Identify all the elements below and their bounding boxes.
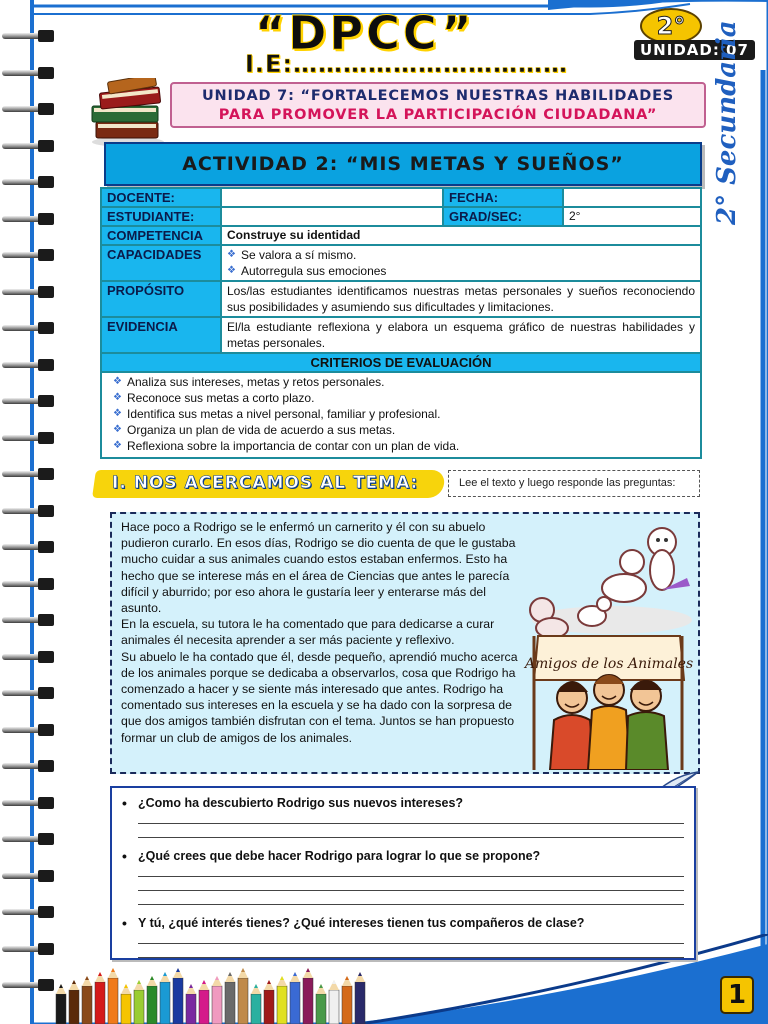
spiral-ring	[2, 176, 58, 188]
docente-label: DOCENTE:	[101, 188, 221, 207]
list-item: ❖ Reflexiona sobre la importancia de contar con un plan de vida.	[107, 438, 695, 454]
pencil	[238, 968, 248, 1024]
proposito-value: Los/las estudiantes identificamos nuestras metas personales y sueños reconociendo sus posibilidades y asumiendo sus dificultades y limitaciones.	[221, 281, 701, 317]
question-block	[122, 849, 684, 905]
spiral-ring	[2, 67, 58, 79]
table-row	[101, 188, 701, 207]
unit-title-line2: PARA PROMOVER LA PARTICIPACIÓN CIUDADANA”	[218, 107, 658, 123]
pencil	[316, 984, 326, 1024]
story-paragraph: Su abuelo le ha contado que él, desde pequeño, aprendió mucho acerca de los animales porque se dedicaba a observarlos, cosa que Rodrigo ha comenzado a hacer y se siente más interesado que antes. Rodrigo ha comentado sus intereses en la escuela y se ha dado con la sorpresa de que dos amigos también disfrutan con el tema. Juntos se han propuesto formar un club de amigos de los animales.	[121, 649, 518, 745]
table-row	[101, 353, 701, 372]
info-table	[100, 187, 702, 459]
table-row	[101, 226, 701, 245]
capacidades-value	[221, 245, 701, 281]
table-row	[101, 372, 701, 458]
answer-line[interactable]	[138, 824, 684, 838]
list-item: ❖ Se valora a sí mismo.	[227, 247, 695, 263]
spiral-ring	[2, 30, 58, 42]
table-row	[101, 207, 701, 226]
list-item: ❖ Identifica sus metas a nivel personal, familiar y profesional.	[107, 406, 695, 422]
story-paragraph: Hace poco a Rodrigo se le enfermó un carnerito y él con su abuelo pudieron curarlo. En esos días, Rodrigo se dio cuenta de que le gustaba mucho cuidar a sus animales cuando estos estaban enfermos. Esto ha hecho que se interese más en el área de Ciencias que antes le parecía difícil y aburrido; por eso ahora le gustaría leer y enterarse más del asunto.	[121, 520, 516, 616]
spiral-ring	[2, 213, 58, 225]
spiral-ring	[2, 578, 58, 590]
estudiante-field[interactable]	[221, 207, 443, 226]
spiral-ring	[2, 797, 58, 809]
estudiante-label: ESTUDIANTE:	[101, 207, 221, 226]
grade-badge: 2°	[640, 8, 702, 44]
books-icon	[88, 78, 168, 148]
question-block	[122, 916, 684, 958]
spiral-ring	[2, 103, 58, 115]
section-heading	[94, 470, 444, 498]
spiral-ring	[2, 286, 58, 298]
unit-badge: UNIDAD: 07	[634, 40, 755, 60]
grade-vertical-label: 2° Secundaria	[712, 20, 742, 225]
pencil	[290, 972, 300, 1024]
pencil	[199, 980, 209, 1024]
spiral-ring	[2, 943, 58, 955]
competencia-value: Construye su identidad	[221, 226, 701, 245]
spiral-ring	[2, 687, 58, 699]
spiral-ring	[2, 359, 58, 371]
spiral-ring	[2, 724, 58, 736]
list-item: ❖ Organiza un plan de vida de acuerdo a sus metas.	[107, 422, 695, 438]
criterios-header: CRITERIOS DE EVALUACIÓN	[101, 353, 701, 372]
pencil	[173, 968, 183, 1024]
page-number: 1	[720, 976, 754, 1014]
evidencia-value: El/la estudiante reflexiona y elabora un esquema gráfico de nuestras habilidades y metas personales.	[221, 317, 701, 353]
pencil	[134, 980, 144, 1024]
pencil	[108, 968, 118, 1024]
pencil	[329, 980, 339, 1024]
pencil	[303, 968, 313, 1024]
criterios-cell	[101, 372, 701, 458]
section-heading-text: I. NOS ACERCAMOS AL TEMA:	[112, 473, 419, 493]
pencil	[160, 972, 170, 1024]
criterios-list	[107, 374, 695, 454]
unit-main: FORTALECEMOS NUESTRAS HABILIDADES	[310, 88, 675, 104]
spiral-ring	[2, 979, 58, 991]
spiral-binding	[0, 30, 60, 1010]
questions-box	[110, 786, 696, 960]
answer-line[interactable]	[138, 863, 684, 877]
spiral-ring	[2, 322, 58, 334]
story-box	[110, 512, 700, 774]
unit-title-line1	[172, 87, 704, 106]
pencil	[69, 980, 79, 1024]
table-row	[101, 317, 701, 353]
activity-title: ACTIVIDAD 2: “MIS METAS Y SUEÑOS”	[182, 153, 624, 175]
fecha-label: FECHA:	[443, 188, 563, 207]
banner-text: Amigos de los Animales	[524, 656, 694, 672]
evidencia-label: EVIDENCIA	[101, 317, 221, 353]
story-paragraph: En la escuela, su tutora le ha comentado que para dedicarse a curar animales él necesita aprender a ser más paciente y reflexivo.	[121, 617, 495, 648]
spiral-ring	[2, 870, 58, 882]
fecha-field[interactable]	[563, 188, 701, 207]
table-row	[101, 245, 701, 281]
capacidades-list	[227, 247, 695, 279]
list-item: ❖ Autorregula sus emociones	[227, 263, 695, 279]
list-item: ❖ Reconoce sus metas a corto plazo.	[107, 390, 695, 406]
answer-line[interactable]	[138, 891, 684, 905]
colored-pencils-decoration	[52, 960, 372, 1024]
pencil	[264, 980, 274, 1024]
pencil	[251, 984, 261, 1024]
question-block	[122, 796, 684, 838]
capacidades-label: CAPACIDADES	[101, 245, 221, 281]
spiral-ring	[2, 468, 58, 480]
spiral-ring	[2, 432, 58, 444]
spiral-ring	[2, 541, 58, 553]
table-row	[101, 281, 701, 317]
unit-title-box	[170, 82, 706, 128]
spiral-ring	[2, 614, 58, 626]
animal-friends-illustration	[512, 520, 698, 770]
gradsec-field[interactable]: 2°	[563, 207, 701, 226]
answer-line[interactable]	[138, 810, 684, 824]
unit-prefix: UNIDAD 7: “	[201, 88, 311, 104]
question-text: • ¿Como ha descubierto Rodrigo sus nuevos intereses?	[122, 796, 684, 810]
instruction-box: Lee el texto y luego responde las preguntas:	[448, 470, 700, 497]
spiral-ring	[2, 760, 58, 772]
pencil	[95, 972, 105, 1024]
story-text	[121, 519, 521, 746]
list-item: ❖ Analiza sus intereses, metas y retos personales.	[107, 374, 695, 390]
pencil	[56, 984, 66, 1024]
competencia-label: COMPETENCIA	[101, 226, 221, 245]
activity-title-bar	[104, 142, 702, 186]
proposito-label: PROPÓSITO	[101, 281, 221, 317]
pencil	[212, 976, 222, 1024]
spiral-ring	[2, 651, 58, 663]
pencil	[225, 972, 235, 1024]
spiral-ring	[2, 140, 58, 152]
spiral-ring	[2, 833, 58, 845]
page-title: “DPCC”	[255, 6, 475, 60]
gradsec-label: GRAD/SEC:	[443, 207, 563, 226]
question-text: • Y tú, ¿qué interés tienes? ¿Qué intereses tienen tus compañeros de clase?	[122, 916, 684, 930]
spiral-ring	[2, 395, 58, 407]
pencil	[82, 976, 92, 1024]
pencil	[277, 976, 287, 1024]
answer-line[interactable]	[138, 930, 684, 944]
pencil	[342, 976, 352, 1024]
spiral-ring	[2, 505, 58, 517]
pencil	[147, 976, 157, 1024]
school-line: I.E:……………………………	[245, 50, 569, 78]
docente-field[interactable]	[221, 188, 443, 207]
spiral-ring	[2, 249, 58, 261]
pencil	[186, 984, 196, 1024]
question-text: • ¿Qué crees que debe hacer Rodrigo para lograr lo que se propone?	[122, 849, 684, 863]
pencil	[121, 984, 131, 1024]
answer-line[interactable]	[138, 877, 684, 891]
spiral-ring	[2, 906, 58, 918]
pencil	[355, 972, 365, 1024]
answer-line[interactable]	[138, 944, 684, 958]
